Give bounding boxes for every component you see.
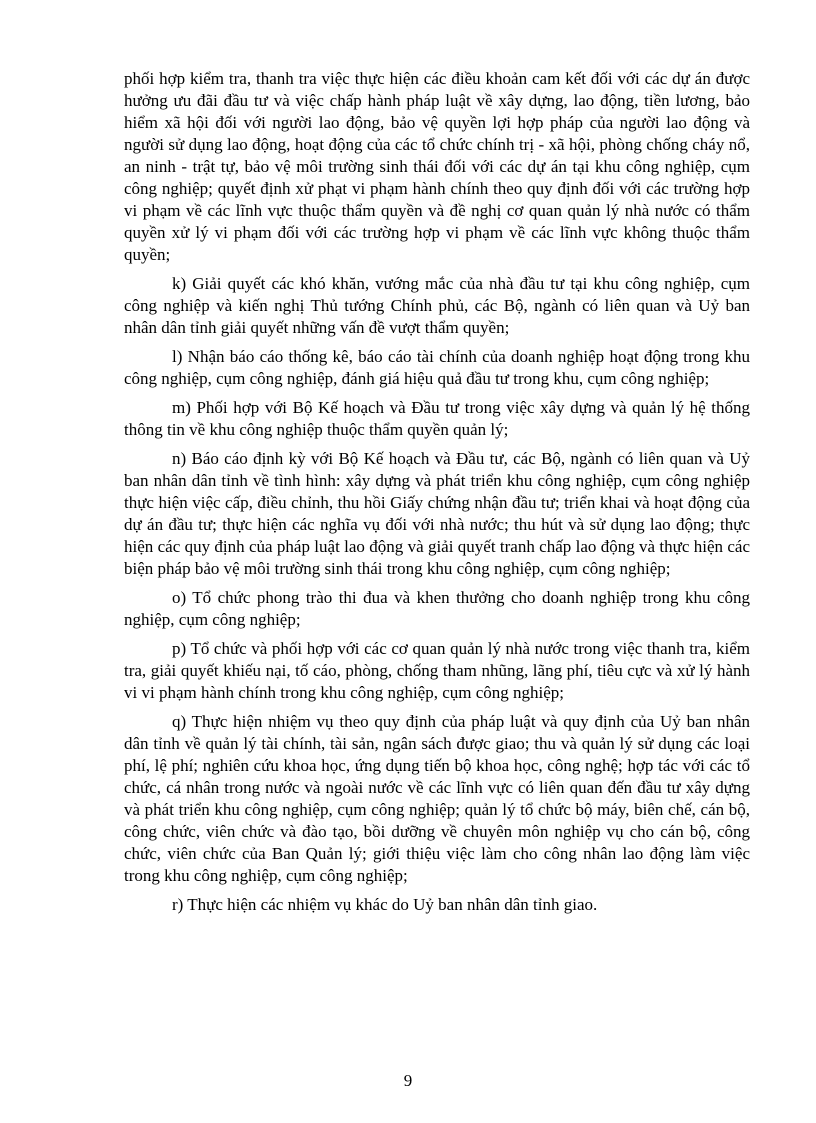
paragraph-item-n: n) Báo cáo định kỳ với Bộ Kế hoạch và Đầu tư, các Bộ, ngành có liên quan và Uỷ ban nhân dân tỉnh về tình hình: xây dựng và phát triển khu công nghiệp, cụm công nghiệp thực hiện việc cấp, điều chỉnh, thu hồi Giấy chứng nhận đầu tư; triển khai và hoạt động của dự án đầu tư; thực hiện các nghĩa vụ đối với nhà nước; thu hút và sử dụng lao động; thực hiện các quy định của pháp luật lao động và giải quyết tranh chấp lao động và thực hiện các biện pháp bảo vệ môi trường sinh thái trong khu công nghiệp, cụm công nghiệp; [124,449,750,578]
paragraph-item-m: m) Phối hợp với Bộ Kế hoạch và Đầu tư trong việc xây dựng và quản lý hệ thống thông tin về khu công nghiệp thuộc thẩm quyền quản lý; [124,398,750,439]
document-body [124,68,750,923]
paragraph-item-k: k) Giải quyết các khó khăn, vướng mắc của nhà đầu tư tại khu công nghiệp, cụm công nghiệp và kiến nghị Thủ tướng Chính phủ, các Bộ, ngành có liên quan và Uỷ ban nhân dân tỉnh giải quyết những vấn đề vượt thẩm quyền; [124,274,750,337]
page-number: 9 [403,1071,413,1090]
paragraph-item-o: o) Tổ chức phong trào thi đua và khen thưởng cho doanh nghiệp trong khu công nghiệp, cụm công nghiệp; [124,588,750,629]
paragraph-continuation: phối hợp kiểm tra, thanh tra việc thực hiện các điều khoản cam kết đối với các dự án được hưởng ưu đãi đầu tư và việc chấp hành pháp luật về xây dựng, lao động, tiền lương, bảo hiểm xã hội đối với người lao động, bảo vệ quyền lợi hợp pháp của người lao động và người sử dụng lao động, hoạt động của các tổ chức chính trị - xã hội, phòng chống cháy nổ, an ninh - trật tự, bảo vệ môi trường sinh thái đối với các dự án tại khu công nghiệp, cụm công nghiệp; quyết định xử phạt vi phạm hành chính theo quy định đối với các trường hợp vi phạm về các lĩnh vực thuộc thẩm quyền và đề nghị cơ quan quản lý nhà nước có thẩm quyền xử lý vi phạm đối với các trường hợp vi phạm về các lĩnh vực không thuộc thẩm quyền; [124,69,750,264]
paragraph-item-q: q) Thực hiện nhiệm vụ theo quy định của pháp luật và quy định của Uỷ ban nhân dân tỉnh về quản lý tài chính, tài sản, ngân sách được giao; thu và quản lý sử dụng các loại phí, lệ phí; nghiên cứu khoa học, ứng dụng tiến bộ khoa học, công nghệ; hợp tác với các tổ chức, cá nhân trong nước và ngoài nước về các lĩnh vực có liên quan đến đầu tư xây dựng và phát triển khu công nghiệp, cụm công nghiệp; quản lý tổ chức bộ máy, biên chế, cán bộ, công chức, viên chức và đào tạo, bồi dưỡng về chuyên môn nghiệp vụ cho cán bộ, công chức, viên chức của Ban Quản lý; giới thiệu việc làm cho công nhân lao động làm việc trong khu công nghiệp, cụm công nghiệp; [124,712,750,885]
paragraph-item-r: r) Thực hiện các nhiệm vụ khác do Uỷ ban nhân dân tỉnh giao. [172,895,598,914]
paragraph-item-l: l) Nhận báo cáo thống kê, báo cáo tài chính của doanh nghiệp hoạt động trong khu công nghiệp, cụm công nghiệp, đánh giá hiệu quả đầu tư trong khu, cụm công nghiệp; [124,347,750,388]
paragraph-item-p: p) Tổ chức và phối hợp với các cơ quan quản lý nhà nước trong việc thanh tra, kiểm tra, giải quyết khiếu nại, tố cáo, phòng, chống tham nhũng, lãng phí, tiêu cực và xử lý hành vi vi phạm hành chính trong khu công nghiệp, cụm công nghiệp; [124,639,750,702]
